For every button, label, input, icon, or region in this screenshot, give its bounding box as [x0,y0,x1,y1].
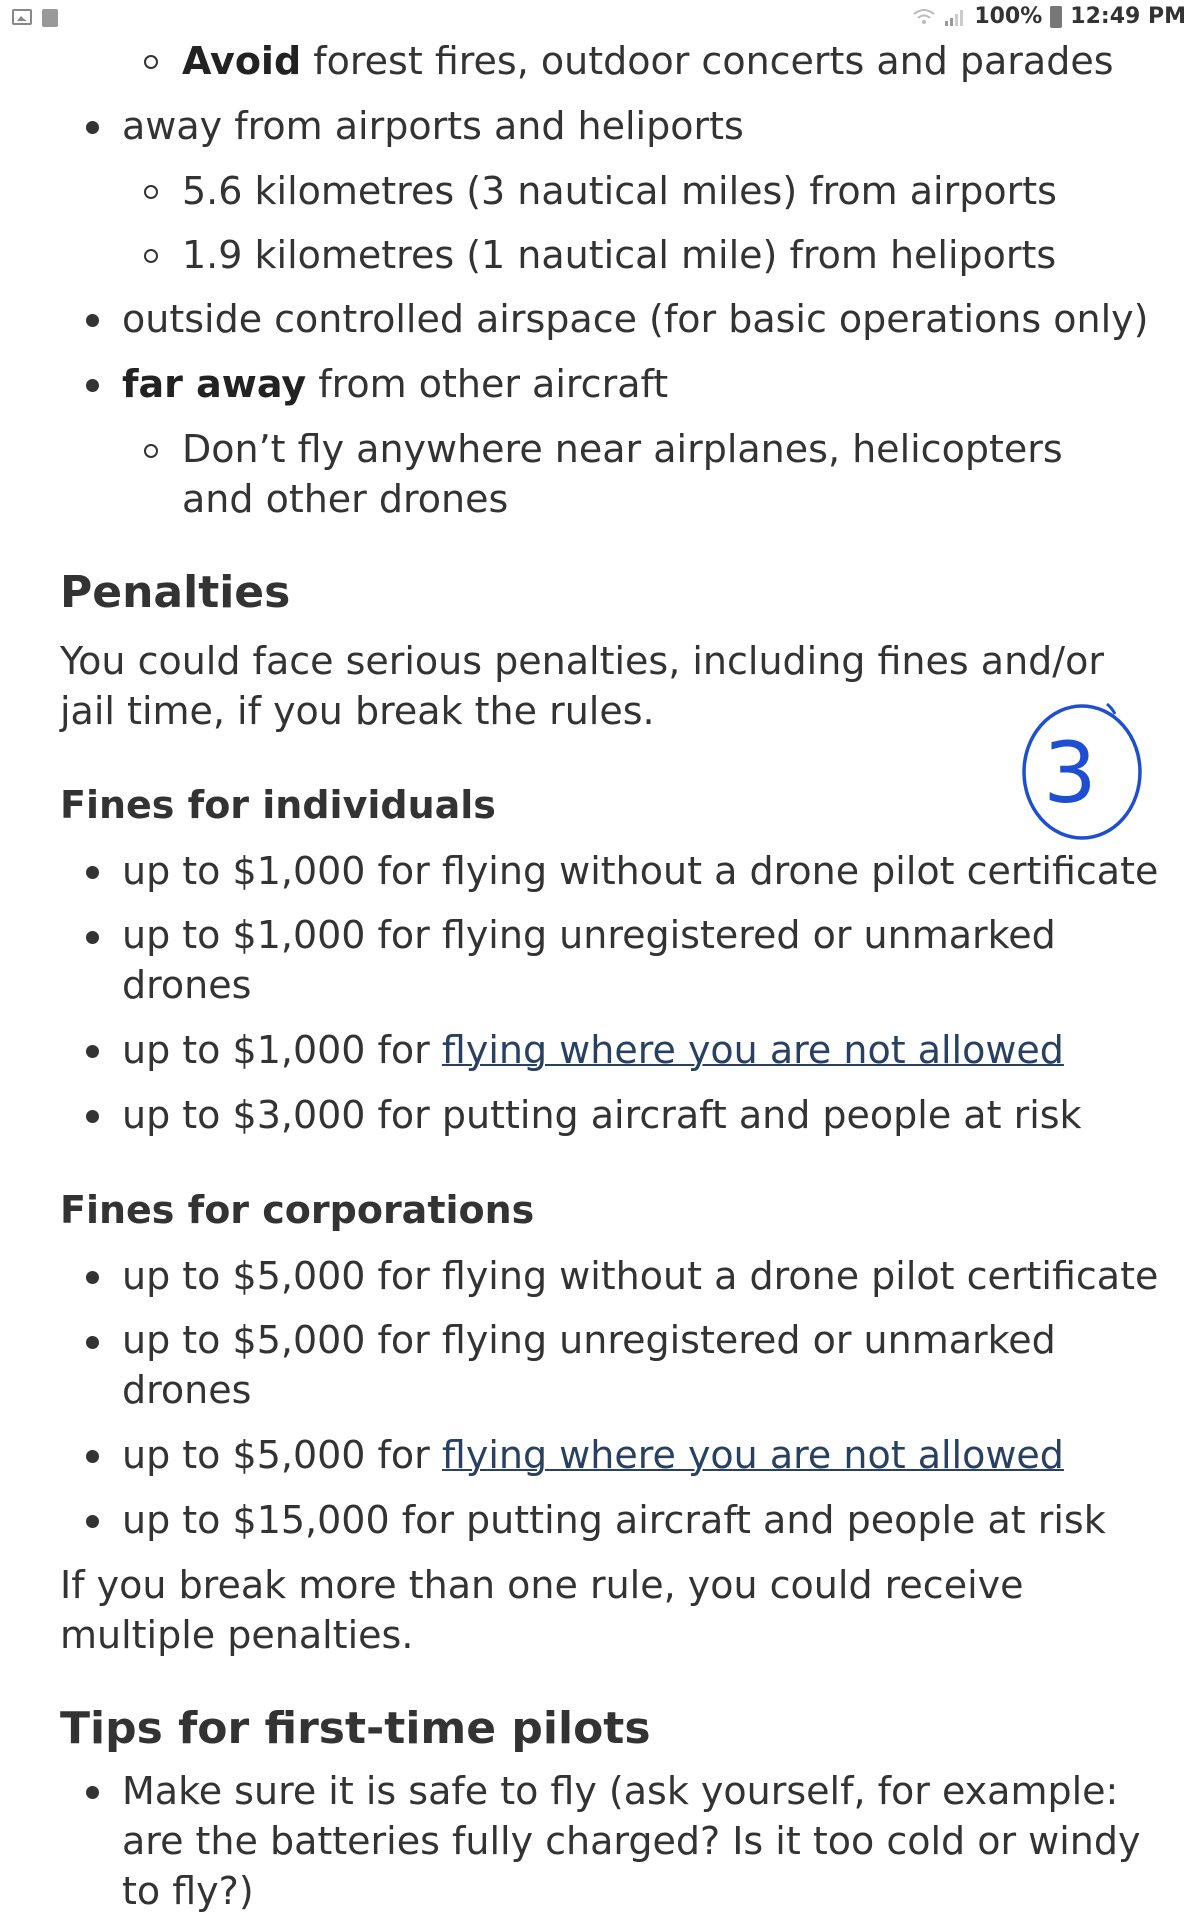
bullet-marker [86,866,99,879]
fines-individuals-heading: Fines for individuals [60,783,496,827]
handwritten-annotation [1012,690,1162,854]
sub-bullet-marker [144,185,158,199]
wifi-icon [912,8,936,26]
bullet-marker [86,314,99,327]
list-item-airports-distance: 5.6 kilometres (3 nautical miles) from airports [182,169,1057,213]
bullet-marker [86,121,99,134]
clock: 12:49 PM [1070,4,1186,29]
battery-icon [1050,6,1062,28]
list-item-text: from other aircraft [306,362,669,406]
fine-corporation-risk: up to $15,000 for putting aircraft and people at risk [122,1498,1106,1542]
status-bar [0,0,1200,40]
bullet-marker [86,1450,99,1463]
bullet-marker [86,379,99,392]
sub-bullet-marker [144,444,158,458]
annotation-number: 3 [1043,724,1097,822]
list-item-text: forest fires, outdoor concerts and parades [301,39,1114,83]
gallery-icon [12,9,32,25]
status-right [912,4,1186,29]
fine-corporation-restricted [122,1430,1064,1480]
circled-number-annotation [1012,690,1162,850]
bullet-marker [86,1045,99,1058]
penalties-heading: Penalties [60,567,291,618]
bullet-marker [86,1786,99,1799]
list-item-controlled-airspace: outside controlled airspace (for basic operations only) [122,297,1149,341]
bullet-marker [86,1110,99,1123]
bullet-marker [86,1271,99,1284]
link-flying-where-not-allowed[interactable]: flying where you are not allowed [441,1433,1064,1477]
fine-individual-risk: up to $3,000 for putting aircraft and people at risk [122,1093,1082,1137]
list-item-text: up to $5,000 for [122,1433,442,1477]
fine-corporation-certificate: up to $5,000 for flying without a drone pilot certificate [122,1254,1159,1298]
list-item-avoid [182,36,1114,86]
bullet-marker [86,931,99,944]
fines-corporations-heading: Fines for corporations [60,1188,535,1232]
fine-corporation-unregistered: up to $5,000 for flying unregistered or unmarked drones [122,1318,1056,1412]
signal-icon [944,8,966,26]
list-item-airports: away from airports and heliports [122,104,744,148]
notification-icon [42,9,58,27]
penalties-intro: You could face serious penalties, including fines and/or jail time, if you break the rules. [60,639,1104,733]
emphasis-avoid: Avoid [182,39,302,83]
list-item-text: up to $1,000 for [122,1028,442,1072]
fine-individual-unregistered: up to $1,000 for flying unregistered or unmarked drones [122,913,1056,1007]
list-item-heliports-distance: 1.9 kilometres (1 nautical mile) from heliports [182,233,1057,277]
emphasis-far-away: far away [122,362,307,406]
battery-percent: 100% [974,4,1043,29]
list-item-far-away [122,359,668,409]
multiple-penalties-note: If you break more than one rule, you could receive multiple penalties. [60,1563,1024,1657]
link-flying-where-not-allowed[interactable]: flying where you are not allowed [441,1028,1064,1072]
sub-bullet-marker [144,249,158,263]
bullet-marker [86,1515,99,1528]
sub-bullet-marker [144,55,158,69]
fine-individual-restricted [122,1025,1064,1075]
status-left-icons [12,9,58,27]
fine-individual-certificate: up to $1,000 for flying without a drone pilot certificate [122,849,1159,893]
tip-safe-to-fly: Make sure it is safe to fly (ask yourself, for example: are the batteries fully charged? Is it too cold or windy to fly?) [122,1769,1141,1913]
tips-heading: Tips for first-time pilots [60,1703,651,1754]
list-item-near-aircraft: Don’t fly anywhere near airplanes, helicopters and other drones [182,427,1063,521]
bullet-marker [86,1336,99,1349]
